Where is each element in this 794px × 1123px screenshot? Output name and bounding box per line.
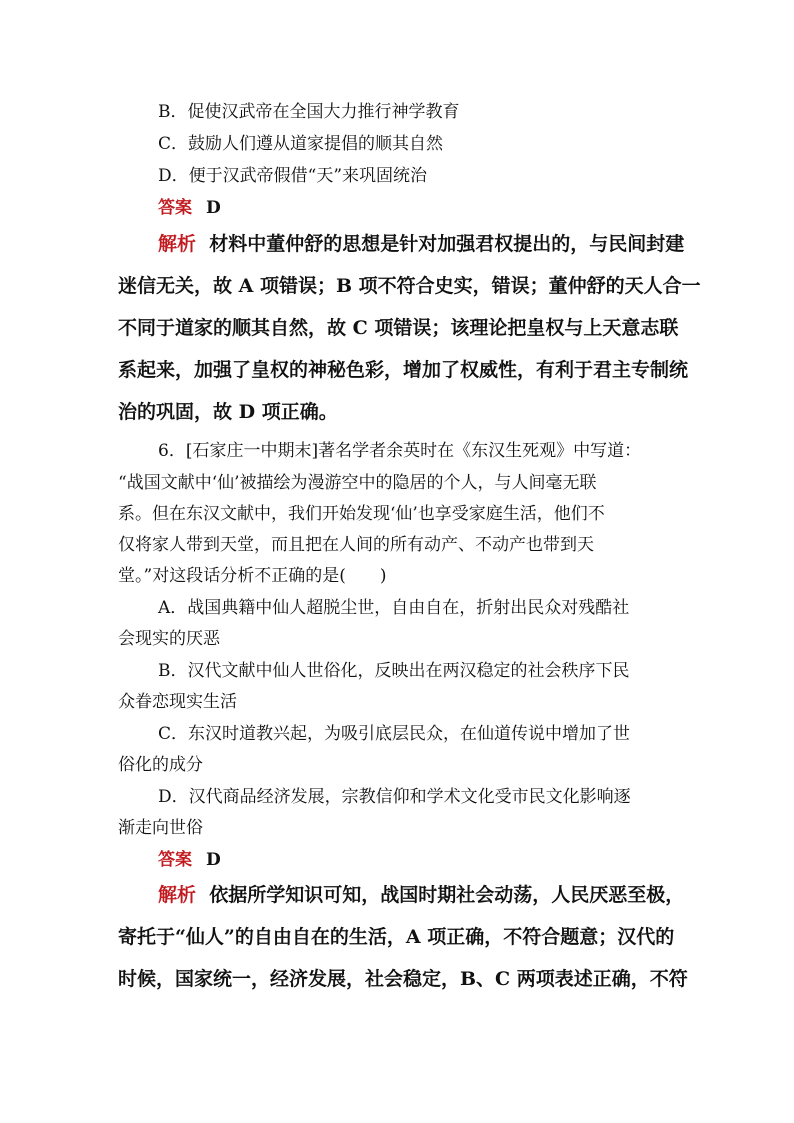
q6-option-b-line-2: 众眷恋现实生活	[118, 692, 237, 712]
q6-option-b-line-1: B．汉代文献中仙人世俗化，反映出在两汉稳定的社会秩序下民	[158, 661, 630, 681]
q6-explanation-line-1: 解析 依据所学知识可知，战国时期社会动荡，人民厌恶至极，	[158, 884, 685, 906]
q6-stem-line-1: 6．[石家庄一中期末]著名学者余英时在《东汉生死观》中写道：	[158, 441, 642, 461]
explanation-label: 解析	[158, 884, 197, 906]
q6-stem-line-4: 仅将家人带到天堂，而且把在人间的所有动产、不动产也带到天	[118, 535, 594, 555]
q6-stem-line-5: 堂。”对这段话分析不正确的是( )	[118, 566, 387, 586]
answer-label: 答案	[158, 850, 192, 870]
q5-explanation-line-1: 解析 材料中董仲舒的思想是针对加强君权提出的，与民间封建	[158, 233, 685, 255]
q6-option-d-line-2: 渐走向世俗	[118, 818, 203, 838]
q6-option-a-line-2: 会现实的厌恶	[118, 629, 220, 649]
answer-label: 答案	[158, 198, 192, 218]
q6-explanation-line-2: 寄托于“仙人”的自由自在的生活，A 项正确，不符合题意；汉代的	[118, 926, 675, 948]
q6-option-c-line-1: C．东汉时道教兴起，为吸引底层民众，在仙道传说中增加了世	[158, 724, 631, 744]
explanation-label: 解析	[158, 233, 197, 255]
q6-stem-line-2: “战国文献中‘仙’被描绘为漫游空中的隐居的个人，与人间毫无联	[118, 473, 597, 493]
q5-explanation-line-5: 治的巩固，故 D 项正确。	[118, 401, 338, 423]
q5-option-d: D．便于汉武帝假借“天”来巩固统治	[158, 166, 428, 186]
answer-value: D	[206, 850, 221, 870]
q6-option-c-line-2: 俗化的成分	[118, 755, 203, 775]
q6-option-d-line-1: D．汉代商品经济发展，宗教信仰和学术文化受市民文化影响逐	[158, 787, 631, 807]
q5-explanation-line-3: 不同于道家的顺其自然，故 C 项错误；该理论把皇权与上天意志联	[118, 317, 679, 339]
q6-stem-line-3: 系。但在东汉文献中，我们开始发现‘仙’也享受家庭生活，他们不	[118, 504, 605, 524]
q6-answer	[158, 845, 221, 870]
q5-option-b: B．促使汉武帝在全国大力推行神学教育	[158, 102, 460, 122]
answer-value: D	[206, 198, 221, 218]
q5-answer	[158, 193, 221, 218]
q6-explanation-line-3: 时候，国家统一，经济发展，社会稳定，B、C 两项表述正确，不符	[118, 968, 688, 990]
q5-explanation-line-4: 系起来，加强了皇权的神秘色彩，增加了权威性，有利于君主专制统	[118, 359, 689, 381]
q5-option-c: C．鼓励人们遵从道家提倡的顺其自然	[158, 134, 444, 154]
q5-explanation-line-2: 迷信无关，故 A 项错误；B 项不符合史实，错误；董仲舒的天人合一	[118, 275, 701, 297]
q6-option-a-line-1: A．战国典籍中仙人超脱尘世，自由自在，折射出民众对残酷社	[158, 598, 630, 618]
